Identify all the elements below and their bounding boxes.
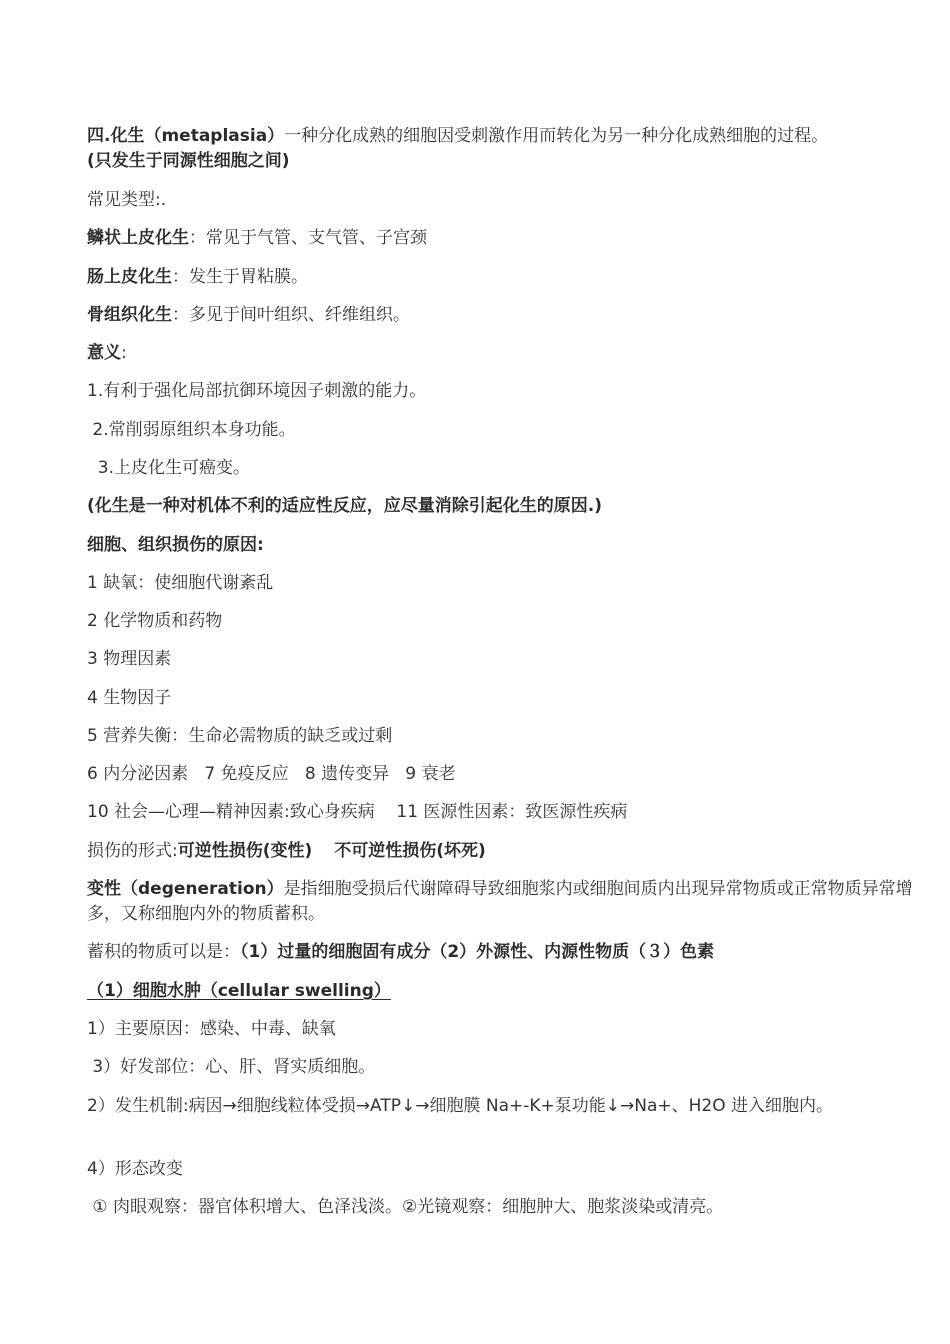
swelling-mechanism: 2）发生机制:病因→细胞线粒体受损→ATP↓→细胞膜 Na+-K+泵功能↓→Na+、H2O 进入细胞内。 bbox=[87, 1096, 834, 1116]
injury-forms bbox=[87, 839, 917, 864]
injury-cause-item: 6 内分泌因素 7 免疫反应 8 遗传变异 9 衰老 bbox=[87, 764, 456, 784]
type-text: ：发生于胃粘膜。 bbox=[172, 267, 308, 287]
injury-cause-item: 5 营养失衡：生命必需物质的缺乏或过剩 bbox=[87, 726, 393, 746]
significance-item: 2.常削弱原组织本身功能。 bbox=[87, 420, 296, 440]
injury-cause-item: 10 社会—心理—精神因素:致心身疾病 11 医源性因素：致医源性疾病 bbox=[87, 802, 628, 822]
significance-item: 3.上皮化生可癌变。 bbox=[87, 458, 251, 478]
accumulation-line bbox=[87, 940, 917, 965]
cellular-swelling-title: （1）细胞水肿（cellular swelling） bbox=[87, 981, 391, 1001]
significance-label bbox=[87, 341, 917, 366]
accumulation-label: 蓄积的物质可以是： bbox=[87, 942, 240, 962]
metaplasia-note: (只发生于同源性细胞之间) bbox=[87, 151, 290, 171]
type-intestinal bbox=[87, 265, 917, 290]
swelling-cause: 1）主要原因：感染、中毒、缺氧 bbox=[87, 1019, 336, 1039]
type-osseous bbox=[87, 303, 917, 328]
significance-colon: : bbox=[121, 343, 127, 363]
swelling-site: 3）好发部位：心、肝、肾实质细胞。 bbox=[87, 1057, 376, 1077]
accumulation-types: （1）过量的细胞固有成分（2）外源性、内源性物质（３）色素 bbox=[240, 942, 715, 962]
significance-item: 1.有利于强化局部抗御环境因子刺激的能力。 bbox=[87, 381, 427, 401]
degeneration-heading: 变性（degeneration） bbox=[87, 879, 284, 899]
reversible-injury: 可逆性损伤(变性) bbox=[177, 841, 313, 861]
injury-forms-label: 损伤的形式: bbox=[87, 841, 178, 861]
injury-cause-item: 1 缺氧：使细胞代谢紊乱 bbox=[87, 573, 274, 593]
type-squamous bbox=[87, 226, 917, 251]
type-text: ：多见于间叶组织、纤维组织。 bbox=[172, 305, 410, 325]
metaplasia-conclusion: (化生是一种对机体不利的适应性反应，应尽量消除引起化生的原因.) bbox=[87, 496, 602, 516]
type-term: 鳞状上皮化生 bbox=[87, 228, 189, 248]
injury-cause-item: 4 生物因子 bbox=[87, 688, 172, 708]
metaplasia-definition: 一种分化成熟的细胞因受刺激作用而转化为另一种分化成熟细胞的过程。 bbox=[284, 126, 829, 146]
type-term: 肠上皮化生 bbox=[87, 267, 172, 287]
injury-cause-item: 3 物理因素 bbox=[87, 649, 172, 669]
degeneration-paragraph bbox=[87, 877, 917, 927]
swelling-morphology: 4）形态改变 bbox=[87, 1159, 183, 1179]
injury-causes-heading: 细胞、组织损伤的原因: bbox=[87, 535, 264, 555]
irreversible-injury: 不可逆性损伤(坏死) bbox=[334, 841, 486, 861]
injury-cause-item: 2 化学物质和药物 bbox=[87, 611, 223, 631]
degeneration-definition: 是指细胞受损后代谢障碍导致细胞浆内或细胞间质内出现异常物质或正常物质异常增多，又称细胞内外的物质蓄积。 bbox=[87, 879, 913, 924]
metaplasia-heading: 四.化生（metaplasia） bbox=[87, 126, 285, 146]
metaplasia-paragraph bbox=[87, 124, 917, 174]
significance-title: 意义 bbox=[87, 343, 121, 363]
cellular-swelling-heading bbox=[87, 979, 917, 1004]
common-types-label: 常见类型:. bbox=[87, 190, 167, 210]
swelling-observation: ① 肉眼观察：器官体积增大、色泽浅淡。②光镜观察：细胞肿大、胞浆淡染或清亮。 bbox=[87, 1197, 724, 1217]
type-term: 骨组织化生 bbox=[87, 305, 172, 325]
type-text: ：常见于气管、支气管、子宫颈 bbox=[189, 228, 427, 248]
